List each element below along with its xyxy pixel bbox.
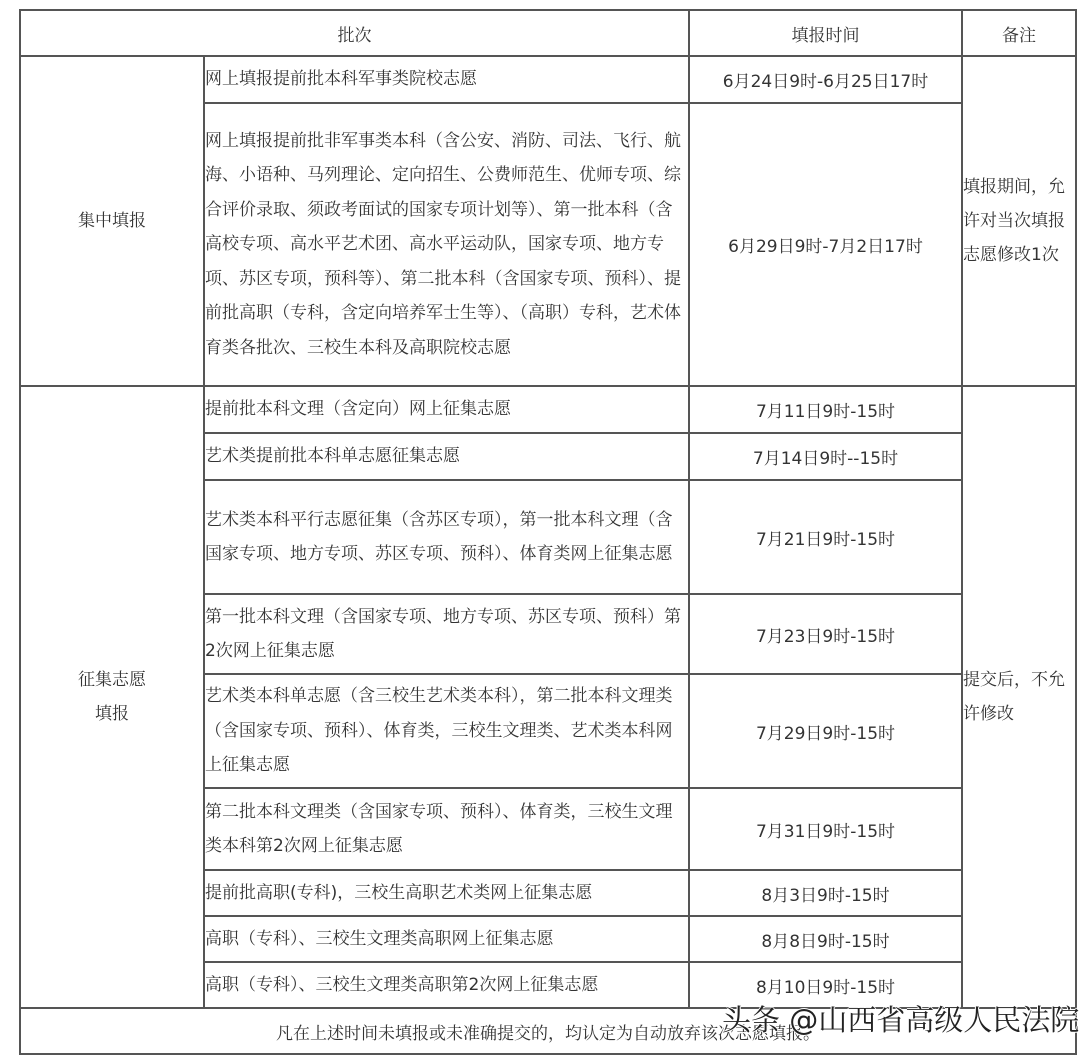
batch-cell: 网上填报提前批非军事类本科（含公安、消防、司法、飞行、航海、小语种、马列理论、定向招生、公费师范生、优师专项、综合评价录取、须政考面试的国家专项计划等）、第一批本科（含高校专项、高水平艺术团、高水平运动队，国家专项、地方专项、苏区专项，预科等）、第二批本科（含国家专项、预科）、提前批高职（专科，含定向培养军士生等）、（高职）专科，艺术体育类各批次、三校生本科及高职院校志愿 [204,103,689,386]
time-cell: 7月29日9时-15时 [689,674,962,788]
schedule-table [19,9,1080,1055]
header-note: 备注 [962,10,1076,56]
time-cell: 8月10日9时-15时 [689,962,962,1008]
header-batch: 批次 [20,10,689,56]
time-cell: 7月31日9时-15时 [689,788,962,870]
batch-cell: 艺术类本科平行志愿征集（含苏区专项），第一批本科文理（含国家专项、地方专项、苏区专项、预科）、体育类网上征集志愿 [204,480,689,594]
time-cell: 6月24日9时-6月25日17时 [689,56,962,103]
group-label-centralized: 集中填报 [20,56,204,386]
table-row [20,386,1076,433]
header-time: 填报时间 [689,10,962,56]
time-cell: 7月21日9时-15时 [689,480,962,594]
group-label-solicitation [20,386,204,1008]
batch-cell: 第二批本科文理类（含国家专项、预科）、体育类，三校生文理类本科第2次网上征集志愿 [204,788,689,870]
footer-note: 凡在上述时间未填报或未准确提交的，均认定为自动放弃该次志愿填报。 [20,1008,1076,1054]
table-row [20,56,1076,103]
batch-cell: 艺术类本科单志愿（含三校生艺术类本科），第二批本科文理类（含国家专项、预科）、体育类，三校生文理类、艺术类本科网上征集志愿 [204,674,689,788]
header-row [20,10,1076,56]
time-cell: 6月29日9时-7月2日17时 [689,103,962,386]
batch-cell: 提前批本科文理（含定向）网上征集志愿 [204,386,689,433]
batch-cell: 第一批本科文理（含国家专项、地方专项、苏区专项、预科）第2次网上征集志愿 [204,594,689,674]
time-cell: 7月23日9时-15时 [689,594,962,674]
time-cell: 7月11日9时-15时 [689,386,962,433]
time-cell: 8月8日9时-15时 [689,916,962,962]
batch-cell: 高职（专科）、三校生文理类高职第2次网上征集志愿 [204,962,689,1008]
watermark: 头条 @山西省高级人民法院 [722,1003,1080,1037]
time-cell: 8月3日9时-15时 [689,870,962,916]
time-cell: 7月14日9时--15时 [689,433,962,480]
batch-cell: 高职（专科）、三校生文理类高职网上征集志愿 [204,916,689,962]
note-solicitation: 提交后，不允许修改 [962,386,1076,1008]
note-centralized: 填报期间，允许对当次填报志愿修改1次 [962,56,1076,386]
batch-cell: 艺术类提前批本科单志愿征集志愿 [204,433,689,480]
group-label-text: 征集志愿填报 [78,670,146,724]
footer-row [20,1008,1076,1054]
batch-cell: 网上填报提前批本科军事类院校志愿 [204,56,689,103]
batch-cell: 提前批高职(专科)，三校生高职艺术类网上征集志愿 [204,870,689,916]
